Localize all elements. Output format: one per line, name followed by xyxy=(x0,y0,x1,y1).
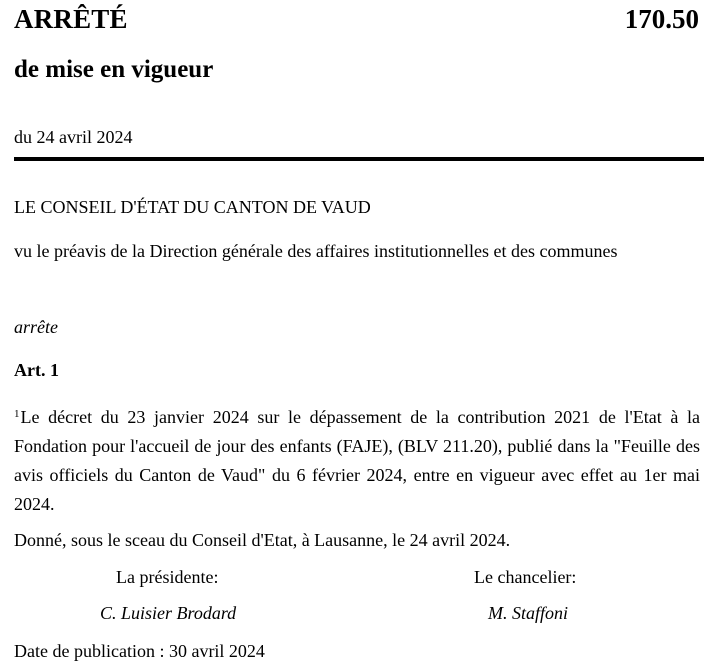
council-heading: LE CONSEIL D'ÉTAT DU CANTON DE VAUD xyxy=(14,197,371,217)
preavis-text: vu le préavis de la Direction générale des affaires institutionnelles et des communes xyxy=(14,241,618,261)
paragraph-marker: 1 xyxy=(14,408,20,420)
document-title: ARRÊTÉ xyxy=(14,4,128,34)
arrete-text: arrête xyxy=(14,317,58,337)
header-divider xyxy=(14,157,704,161)
left-signatory-name: C. Luisier Brodard xyxy=(100,603,237,623)
article-paragraph xyxy=(14,400,700,519)
right-signatory-role: Le chancelier: xyxy=(474,567,577,587)
publication-date: Date de publication : 30 avril 2024 xyxy=(14,641,265,661)
document-number: 170.50 xyxy=(624,4,699,34)
left-signatory-role: La présidente: xyxy=(116,567,219,587)
article-title: Art. 1 xyxy=(14,360,59,380)
given-statement: Donné, sous le sceau du Conseil d'Etat, à Lausanne, le 24 avril 2024. xyxy=(14,530,511,550)
right-signatory-name: M. Staffoni xyxy=(488,603,568,623)
document-date: du 24 avril 2024 xyxy=(14,127,133,147)
document-subtitle: de mise en vigueur xyxy=(14,56,214,83)
paragraph-text: Le décret du 23 janvier 2024 sur le dépassement de la contribution 2021 de l'Etat à la Fondation pour l'accueil de jour des enfants (FAJE), (BLV 211.20), publié dans la "Feuille des avis officiels du Canton de Vaud" du 6 février 2024, entre en vigueur avec effet au 1er mai 2024. xyxy=(14,407,700,514)
